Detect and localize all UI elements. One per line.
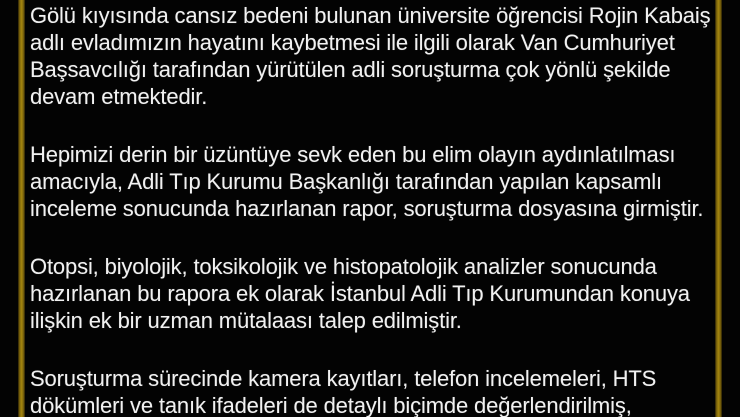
text-line: Hepimizi derin bir üzüntüye sevk eden bu elim olayın aydınlatılması xyxy=(30,142,676,167)
text-line: Başsavcılığı tarafından yürütülen adli soruşturma çok yönlü şekilde xyxy=(30,57,671,82)
text-line: Otopsi, biyolojik, toksikolojik ve histopatolojik analizler sonucunda xyxy=(30,254,657,279)
text-line: Gölü kıyısında cansız bedeni bulunan üniversite öğrencisi Rojin Kabaiş xyxy=(30,3,711,28)
text-line: devam etmektedir. xyxy=(30,84,208,109)
text-line: ilişkin ek bir uzman mütalaası talep edilmiştir. xyxy=(30,308,462,333)
paragraph xyxy=(30,141,740,222)
text-line: amacıyla, Adli Tıp Kurumu Başkanlığı tarafından yapılan kapsamlı xyxy=(30,169,662,194)
text-line: adlı evladımızın hayatını kaybetmesi ile ilgili olarak Van Cumhuriyet xyxy=(30,30,675,55)
text-line: dökümleri ve tanık ifadeleri de detaylı biçimde değerlendirilmiş, xyxy=(30,393,632,417)
text-line: inceleme sonucunda hazırlanan rapor, soruşturma dosyasına girmiştir. xyxy=(30,196,704,221)
text-line: hazırlanan bu rapora ek olarak İstanbul Adli Tıp Kurumundan konuya xyxy=(30,281,690,306)
text-line: Soruşturma sürecinde kamera kayıtları, telefon incelemeleri, HTS xyxy=(30,366,657,391)
paragraph xyxy=(30,365,740,417)
statement-body xyxy=(30,2,740,417)
paragraph xyxy=(30,2,740,110)
paragraph xyxy=(30,253,740,334)
left-border-stripe xyxy=(18,0,25,417)
